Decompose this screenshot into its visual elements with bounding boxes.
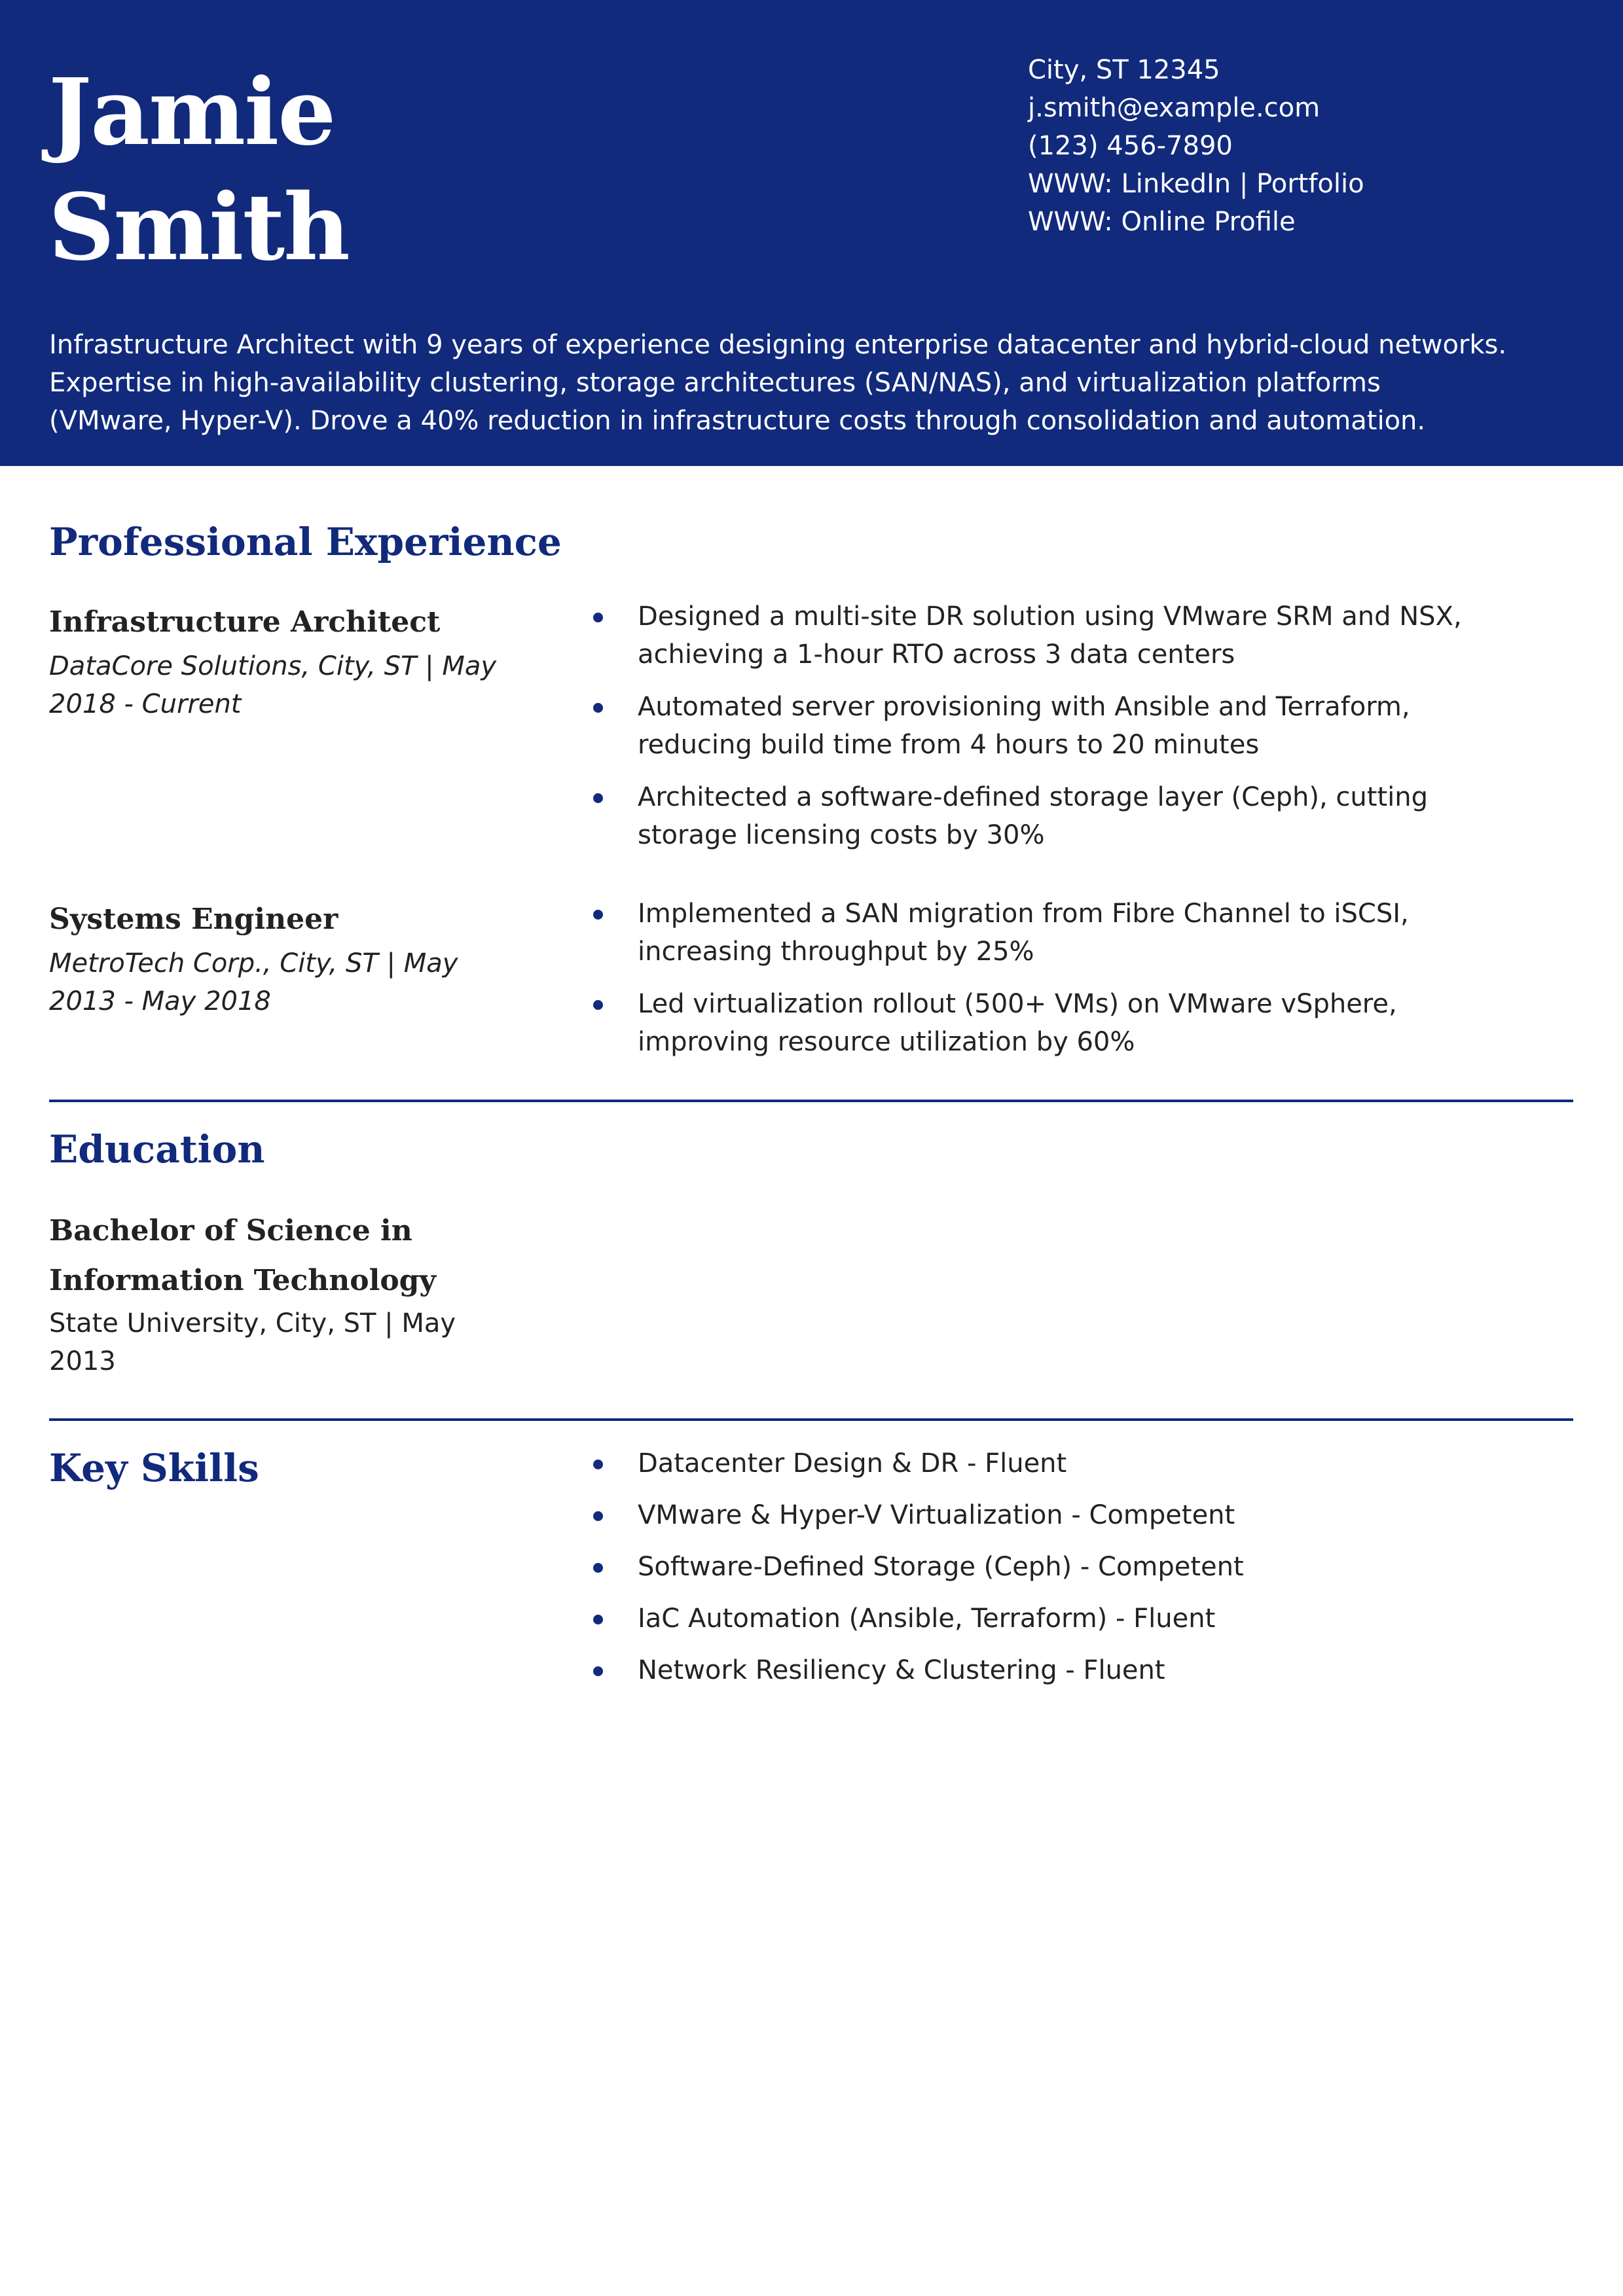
professional-summary [49, 326, 1581, 440]
education-heading: Education [49, 1127, 265, 1172]
skill-item: VMware & Hyper-V Virtualization - Competent [638, 1496, 1244, 1534]
bullet-line: Implemented a SAN migration from Fibre Channel to iSCSI, [638, 899, 1409, 929]
education-meta-line: State University, City, ST | May [49, 1308, 456, 1338]
bullet-item [638, 985, 1409, 1061]
contact-profile[interactable]: WWW: Online Profile [1028, 207, 1296, 237]
job-meta-line: 2018 - Current [49, 689, 242, 719]
skill-item: Datacenter Design & DR - Fluent [638, 1444, 1244, 1482]
summary-line: Infrastructure Architect with 9 years of experience designing enterprise datacenter and hybrid-cloud networks. [49, 330, 1507, 360]
degree-line: Information Technology [49, 1264, 436, 1297]
job-bullets [638, 895, 1409, 1061]
job-bullets [638, 598, 1462, 854]
bullet-item [638, 778, 1462, 854]
job-meta-line: 2013 - May 2018 [49, 986, 271, 1016]
first-name: Jamie [48, 59, 335, 166]
bullet-item [638, 598, 1462, 673]
bullet-line: storage licensing costs by 30% [638, 820, 1045, 850]
job-title: Infrastructure Architect [49, 605, 441, 639]
contact-links[interactable]: WWW: LinkedIn | Portfolio [1028, 169, 1364, 199]
bullet-line: Led virtualization rollout (500+ VMs) on VMware vSphere, [638, 989, 1397, 1019]
skill-item: Network Resiliency & Clustering - Fluent [638, 1651, 1244, 1689]
job-meta-line: MetroTech Corp., City, ST | May [49, 948, 458, 978]
contact-phone: (123) 456-7890 [1028, 131, 1233, 161]
skill-item: IaC Automation (Ansible, Terraform) - Fluent [638, 1600, 1244, 1638]
summary-line: Expertise in high-availability clustering, storage architectures (SAN/NAS), and virtualization platforms [49, 368, 1381, 398]
skill-item: Software-Defined Storage (Ceph) - Competent [638, 1548, 1244, 1586]
bullet-line: reducing build time from 4 hours to 20 minutes [638, 730, 1260, 760]
job-meta-line: DataCore Solutions, City, ST | May [49, 651, 497, 681]
resume-header [0, 0, 1623, 466]
job-meta [49, 944, 458, 1020]
bullet-line: increasing throughput by 25% [638, 937, 1034, 967]
contact-info [1028, 51, 1364, 241]
candidate-name [48, 55, 349, 285]
bullet-line: Designed a multi-site DR solution using VMware SRM and NSX, [638, 601, 1462, 632]
experience-heading: Professional Experience [49, 520, 562, 564]
bullet-line: Architected a software-defined storage layer (Ceph), cutting [638, 782, 1428, 812]
contact-address: City, ST 12345 [1028, 55, 1220, 85]
skills-heading: Key Skills [49, 1446, 259, 1490]
last-name: Smith [48, 174, 349, 281]
contact-email[interactable]: j.smith@example.com [1028, 93, 1321, 123]
bullet-line: improving resource utilization by 60% [638, 1027, 1135, 1057]
education-meta-line: 2013 [49, 1346, 116, 1376]
bullet-line: Automated server provisioning with Ansible and Terraform, [638, 692, 1410, 722]
summary-line: (VMware, Hyper-V). Drove a 40% reduction in infrastructure costs through consolidation and automation. [49, 406, 1426, 436]
section-divider [49, 1100, 1573, 1102]
bullet-item [638, 895, 1409, 971]
degree-line: Bachelor of Science in [49, 1214, 412, 1247]
bullet-item [638, 688, 1462, 764]
job-meta [49, 647, 496, 723]
education-meta [49, 1304, 456, 1380]
job-title: Systems Engineer [49, 903, 338, 936]
bullet-line: achieving a 1-hour RTO across 3 data centers [638, 639, 1235, 670]
skills-list [638, 1444, 1244, 1689]
section-divider [49, 1418, 1573, 1421]
